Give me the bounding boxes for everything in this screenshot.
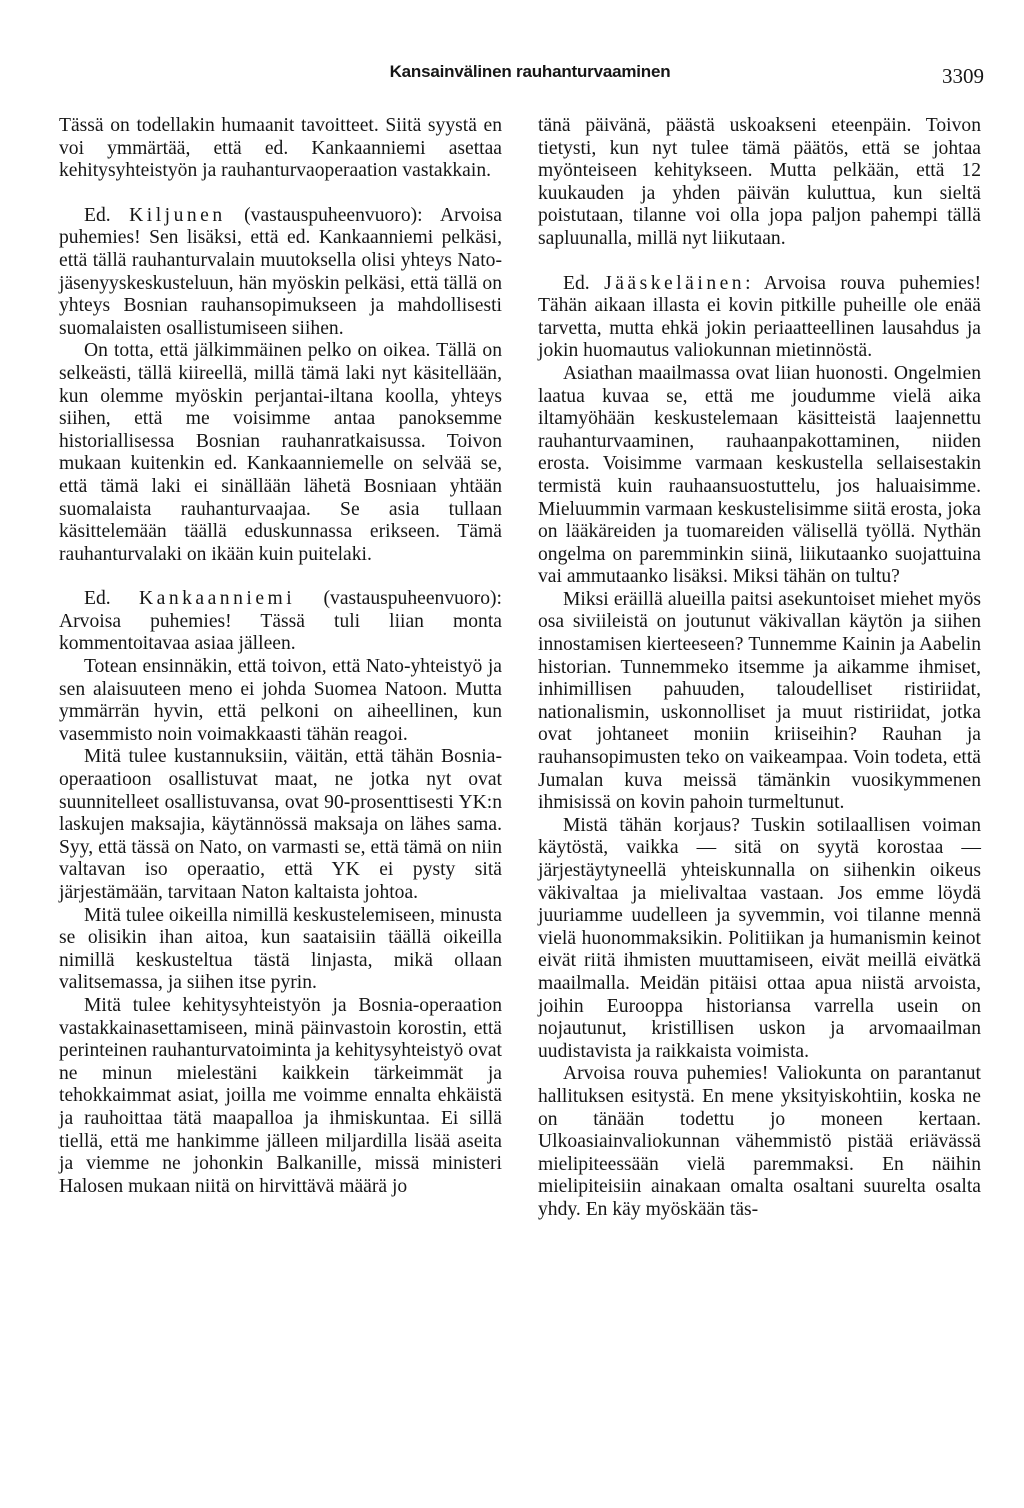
paragraph: Mitä tulee oikeilla nimillä keskustelemiseen, minusta se olisikin ihan aitoa, kun saataisiin täällä oikeilla nimillä keskusteltua tästä linjasta, mikä ollaan valitsemassa, ja siihen itse pyrin. bbox=[59, 904, 502, 994]
paragraph: Miksi eräillä alueilla paitsi asekuntoiset miehet myös osa siviileistä on joutunut väkivallan käytön ja siihen innostamisen kierteeseen? Tunnemme Kainin ja Aabelin historian. Tunnemmeko itsemme ja aikamme ihmiset, inhimillisen pahuuden, taloudelliset ristiriidat, nationalismin, uskonnolliset ja muut ristiriidat, jotka ovat johtaneet moniin kriiseihin? Rauhan ja rauhansopimusten teko on vaikeampaa. Voin todeta, että Jumalan kuva meissä tämänkin vuosikymmenen ihmisissä on kovin pahoin turmeltunut. bbox=[538, 588, 981, 814]
speech-intro-paragraph bbox=[538, 273, 981, 363]
paragraph: Totean ensinnäkin, että toivon, että Nato-yhteistyö ja sen alaisuuteen meno ei johda Suomea Natoon. Mutta ymmärrän hyvin, että pelkoni on aiheellinen, kun vasemmisto noin voimakkaasti tähän reagoi. bbox=[59, 656, 502, 745]
paragraph: Mitä tulee kustannuksiin, väitän, että tähän Bosnia-operaatioon osallistuvat maat, ne jotka nyt ovat suunnitelleet osallistuvansa, ovat 90-prosenttisesti YK:n laskujen maksajia, käytännössä maksaja on lähes sama. Syy, että tässä on Nato, on varmasti se, että tämä on niin valtavan iso operaatio, että YK ei pysty sitä järjestämään, tarvitaan Naton kaltaista johtoa. bbox=[59, 746, 502, 903]
speaker-name: Kankaanniemi bbox=[138, 588, 296, 610]
paragraph: On totta, että jälkimmäinen pelko on oikea. Tällä on selkeästi, tällä kiireellä, millä tämä laki nyt käsitellään, kun olemme myöskin perjantai-iltana koolla, yhteys siihen, että me voisimme antaa panoksemme historiallisessa Bosnian rauhanratkaisussa. Toivon mukaan kuitenkin ed. Kankaanniemelle on selvää se, että tämä laki ei sinällään lähetä Bosniaan yhtään suomalaista rauhanturvaajaa. Se asia tullaan käsittelemään täällä eduskunnassa erikseen. Tämä rauhanturvalaki on ikään kuin puitelaki. bbox=[59, 340, 502, 565]
paragraph: Asiathan maailmassa ovat liian huonosti. Ongelmien laatua kuvaa se, että me joudumme vielä aika iltamyöhään keskustelemaan käsitteistä laajennettu rauhanturvaaminen, rauhaanpakottaminen, niiden erosta. Voisimme varmaan keskustella sellaisestakin termistä kuin rauhaansuostuttelu, jos haluaisimme. Mieluummin varmaan keskustelisimme siitä erosta, joka on lääkäreiden ja tuomareiden välisellä työllä. Nythän ongelma on paremminkin siinä, liikutaanko suojattuina vai ammutaanko lisäksi. Miksi tähän on tultu? bbox=[538, 362, 981, 588]
speaker-prefix: Ed. bbox=[84, 204, 111, 226]
speaker-name: Kiljunen bbox=[129, 204, 226, 226]
speech-intro-paragraph bbox=[59, 205, 502, 341]
speech-intro-paragraph bbox=[59, 588, 502, 656]
speaker-prefix: Ed. bbox=[563, 272, 590, 294]
paragraph: Tässä on todellakin humaanit tavoitteet. Siitä syystä en voi ymmärtää, että ed. Kankaanniemi asettaa kehitysyhteistyön ja rauhanturvaoperaation vastakkain. bbox=[59, 115, 502, 182]
paragraph: Mistä tähän korjaus? Tuskin sotilaallisen voiman käytöstä, vaikka — sitä on syytä korostaa — järjestäytyneellä yhteiskunnalla on siihenkin oikeus väkivaltaa ja mielivaltaa vastaan. Jos emme löydä juuriamme uudelleen ja syvemmin, voi tilanne mennä vielä huonommaksikin. Politiikan ja humanismin keinot eivät riitä ihmisten muuttamiseen, eivät meillä eivätkä maailmalla. Meidän pitäisi ottaa apua niistä arvoista, joihin Eurooppa historiansa varrella usein on nojautunut, kristillisen uskon ja arvomaailman uudistavista ja raikkaista voimista. bbox=[538, 814, 981, 1062]
speech-text: : Arvoisa rouva puhemies! Tähän aikaan illasta ei kovin pitkille puheille ole enää tarvetta, mutta ehkä jokin periaatteellinen lausahdus ja jokin huomautus valiokunnan mietinnöstä. bbox=[538, 272, 981, 362]
running-header-title: Kansainvälinen rauhanturvaaminen bbox=[389, 62, 671, 81]
page-number: 3309 bbox=[942, 64, 984, 88]
paragraph: tänä päivänä, päästä uskoakseni eteenpäin. Toivon tietysti, kun nyt tulee tämä päätös, että se johtaa myönteiseen kehitykseen. Mutta pelkään, että 12 kuukauden ja yhden päivän kuluttua, kun sieltä poistutaan, tilanne voi olla jopa paljon pahempi tällä sapluunalla, millä nyt liikutaan. bbox=[538, 115, 981, 249]
speech-text: (vastauspuheenvuoro): Arvoisa puhemies! Tässä tuli liian monta kommentoitavaa asiaa jälleen. bbox=[59, 588, 502, 655]
speech-text: (vastauspuheenvuoro): Arvoisa puhemies! Sen lisäksi, että ed. Kankaanniemi pelkäsi, että tällä rauhanturvalain muutoksella olisi yhteys Nato-jäsenyyskeskusteluun, hän myöskin pelkäsi, että tällä on yhteys Bosnian rauhansopimukseen ja mahdollisesti suomalaisten osallistumiseen siihen. bbox=[59, 204, 502, 339]
right-column bbox=[538, 115, 981, 1222]
speaker-prefix: Ed. bbox=[84, 588, 111, 610]
paragraph: Arvoisa rouva puhemies! Valiokunta on parantanut hallituksen esitystä. En mene yksityiskohtiin, koska ne on tänään todettu jo moneen kertaan. Ulkoasiainvaliokunnan vähemmistö pistää eriävässä mielipiteessään vielä paremmaksi. En näihin mielipiteisiin ainakaan omalta osaltani suurelta osalta yhdy. En käy myöskään täs- bbox=[538, 1063, 981, 1220]
paragraph: Mitä tulee kehitysyhteistyön ja Bosnia-operaation vastakkainasettamiseen, minä päinvastoin korostin, että perinteinen rauhanturvatoiminta ja kehitysyhteistyö ovat ne minun mielestäni kaikkein tärkeimmät ja tehokkaimmat asiat, joilla me voimme ennalta ehkäistä ja rauhoittaa tätä maapalloa ja ihmiskuntaa. Ei sillä tiellä, että me hankimme jälleen miljardilla lisää aseita ja viemme ne johonkin Balkanille, missä ministeri Halosen mukaan niitä on hirvittävä määrä jo bbox=[59, 994, 502, 1197]
left-column bbox=[59, 115, 502, 1198]
speaker-name: Jääskeläinen bbox=[604, 272, 746, 294]
